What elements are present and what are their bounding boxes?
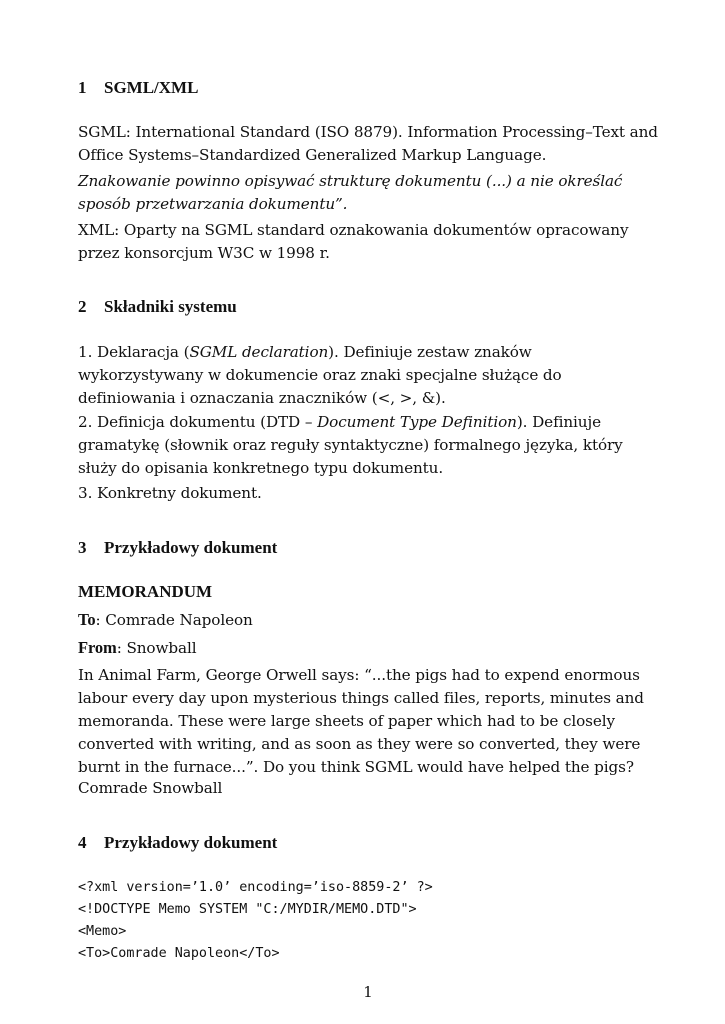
text-line: Office Systems–Standardized Generalized Markup Language.: [78, 146, 547, 164]
text-line: converted with writing, and as soon as they were so converted, they were: [78, 735, 641, 753]
memo-signature: Comrade Snowball: [78, 779, 223, 797]
to-label: To: [78, 610, 96, 629]
section-heading-4: [78, 833, 277, 853]
text-segment: 1. Deklaracja (: [78, 343, 190, 361]
text-line: służy do opisania konkretnego typu dokumentu.: [78, 459, 444, 477]
section-title: Przykładowy dokument: [104, 538, 278, 557]
text-line: In Animal Farm, George Orwell says: “...the pigs had to expend enormous: [78, 666, 640, 684]
page-number: 1: [363, 983, 373, 1001]
code-line: <!DOCTYPE Memo SYSTEM "C:/MYDIR/MEMO.DTD">: [78, 902, 417, 917]
memo-body: [78, 664, 658, 779]
text-line: sposób przetwarzania dokumentu”.: [78, 195, 348, 213]
text-line: definiowania i oznaczania znaczników (<, >, &).: [78, 389, 446, 407]
text-line: memoranda. These were large sheets of paper which had to be closely: [78, 712, 615, 730]
text-segment: ). Definiuje: [516, 413, 601, 431]
text-line: gramatykę (słownik oraz reguły syntaktyczne) formalnego języka, który: [78, 436, 623, 454]
section-number: 1: [78, 78, 87, 97]
text-line: labour every day upon mysterious things called files, reports, minutes and: [78, 689, 644, 707]
memo-title: MEMORANDUM: [78, 582, 213, 601]
section-number: 2: [78, 297, 87, 316]
sgml-definition: [78, 121, 658, 167]
document-page: [78, 0, 658, 1024]
memo-to: [78, 608, 658, 632]
list-item-declaration: [78, 341, 658, 410]
section-title: SGML/XML: [104, 78, 199, 97]
memo-from: [78, 636, 658, 660]
from-label: From: [78, 638, 117, 657]
section-title: Przykładowy dokument: [104, 833, 278, 852]
text-line: burnt in the furnace...”. Do you think SGML would have helped the pigs?: [78, 758, 634, 776]
section-title: Składniki systemu: [104, 297, 237, 316]
section-number: 4: [78, 833, 87, 852]
code-line: <Memo>: [78, 924, 127, 939]
section-heading-1: [78, 78, 198, 98]
text-line: 3. Konkretny dokument.: [78, 484, 262, 502]
term-sgml-declaration: SGML declaration: [189, 343, 329, 361]
text-line: XML: Oparty na SGML standard oznakowania dokumentów opracowany: [78, 221, 629, 239]
text-line: wykorzystywany w dokumencie oraz znaki specjalne służące do: [78, 366, 562, 384]
list-item-dtd: [78, 411, 658, 480]
code-line: <To>Comrade Napoleon</To>: [78, 946, 280, 961]
term-document-type-definition: Document Type Definition: [317, 413, 517, 431]
to-value: : Comrade Napoleon: [95, 611, 253, 629]
section-heading-3: [78, 538, 277, 558]
text-line: SGML: International Standard (ISO 8879). Information Processing–Text and: [78, 123, 658, 141]
from-value: : Snowball: [116, 639, 197, 657]
xml-code-block: [78, 877, 433, 965]
text-segment: ). Definiuje zestaw znaków: [328, 343, 532, 361]
text-line: przez konsorcjum W3C w 1998 r.: [78, 244, 330, 262]
section-heading-2: [78, 297, 237, 317]
section-number: 3: [78, 538, 87, 557]
xml-definition: [78, 219, 658, 265]
text-line: Znakowanie powinno opisywać strukturę dokumentu (...) a nie określać: [78, 172, 623, 190]
code-line: <?xml version=’1.0’ encoding=’iso-8859-2’ ?>: [78, 880, 433, 895]
list-item-document: [78, 482, 658, 505]
sgml-quote: [78, 170, 658, 216]
text-segment: 2. Definicja dokumentu (DTD –: [78, 413, 318, 431]
